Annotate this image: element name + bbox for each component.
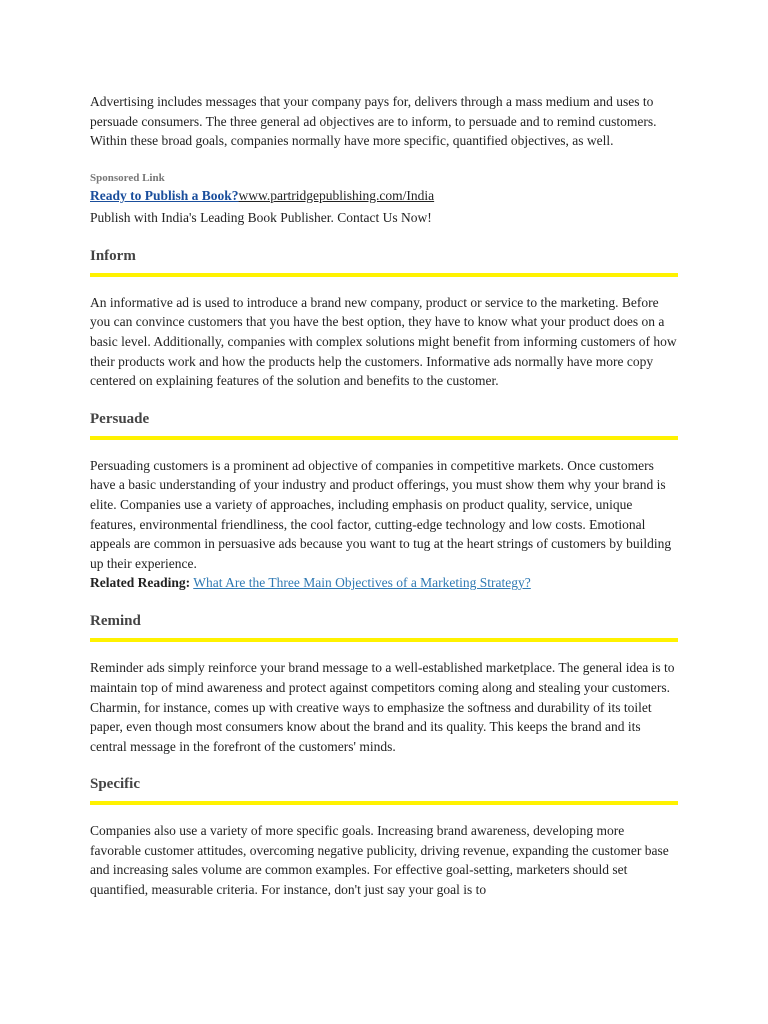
ad-title-link[interactable]: Ready to Publish a Book? <box>90 187 239 203</box>
section-persuade <box>90 409 678 594</box>
ad-description: Publish with India's Leading Book Publisher. Contact Us Now! <box>90 209 432 225</box>
section-heading-inform: Inform <box>90 246 678 277</box>
ad-headline <box>90 186 678 206</box>
section-body-remind: Reminder ads simply reinforce your brand message to a well-established marketplace. The general idea is to maintain top of mind awareness and protect against competitors coming along and stealing your customers. Charmin, for instance, comes up with creative ways to emphasize the softness and durability of its toilet paper, even though most consumers know about the brand and its quality. This keeps the brand and its central message in the forefront of the customers' minds. <box>90 660 675 754</box>
section-body-persuade: Persuading customers is a prominent ad objective of companies in competitive markets. Once customers have a basic understanding of your industry and product offerings, you must show them why your brand is elite. Companies use a variety of approaches, including emphasis on product quality, service, unique features, environmental friendliness, the cool factor, cutting-edge technology and low costs. Emotional appeals are common in persuasive ads because you want to tug at the heart strings of customers by building up their experience. <box>90 457 672 571</box>
related-reading <box>90 573 678 593</box>
intro-paragraph: Advertising includes messages that your company pays for, delivers through a mass medium and uses to persuade consumers. The three general ad objectives are to inform, to persuade and to remind customers. Within these broad goals, companies normally have more specific, quantified objectives, as well. <box>90 94 657 149</box>
section-heading-specific: Specific <box>90 774 678 805</box>
section-heading-remind: Remind <box>90 611 678 642</box>
section-heading-persuade: Persuade <box>90 409 678 440</box>
sponsored-ad <box>90 171 678 228</box>
article <box>90 92 678 900</box>
section-inform <box>90 246 678 391</box>
ad-url-link[interactable]: www.partridgepublishing.com/India <box>238 187 435 203</box>
related-reading-link[interactable]: What Are the Three Main Objectives of a Marketing Strategy? <box>193 575 531 591</box>
section-remind <box>90 611 678 756</box>
related-reading-label: Related Reading: <box>90 575 191 591</box>
section-body-inform: An informative ad is used to introduce a brand new company, product or service to the marketing. Before you can convince customers that you have the best option, they have to know what your product does on a basic level. Additionally, companies with complex solutions might benefit from informing customers of how their products work and how the products help the customers. Informative ads normally have more copy centered on explaining features of the solution and benefits to the customer. <box>90 294 677 389</box>
sponsored-label: Sponsored Link <box>90 171 165 184</box>
section-specific <box>90 774 678 899</box>
section-body-specific: Companies also use a variety of more specific goals. Increasing brand awareness, developing more favorable customer attitudes, overcoming negative publicity, driving revenue, expanding the customer base and increasing sales volume are common examples. For effective goal-setting, marketers should set quantified, measurable criteria. For instance, don't just say your goal is to <box>90 823 669 898</box>
